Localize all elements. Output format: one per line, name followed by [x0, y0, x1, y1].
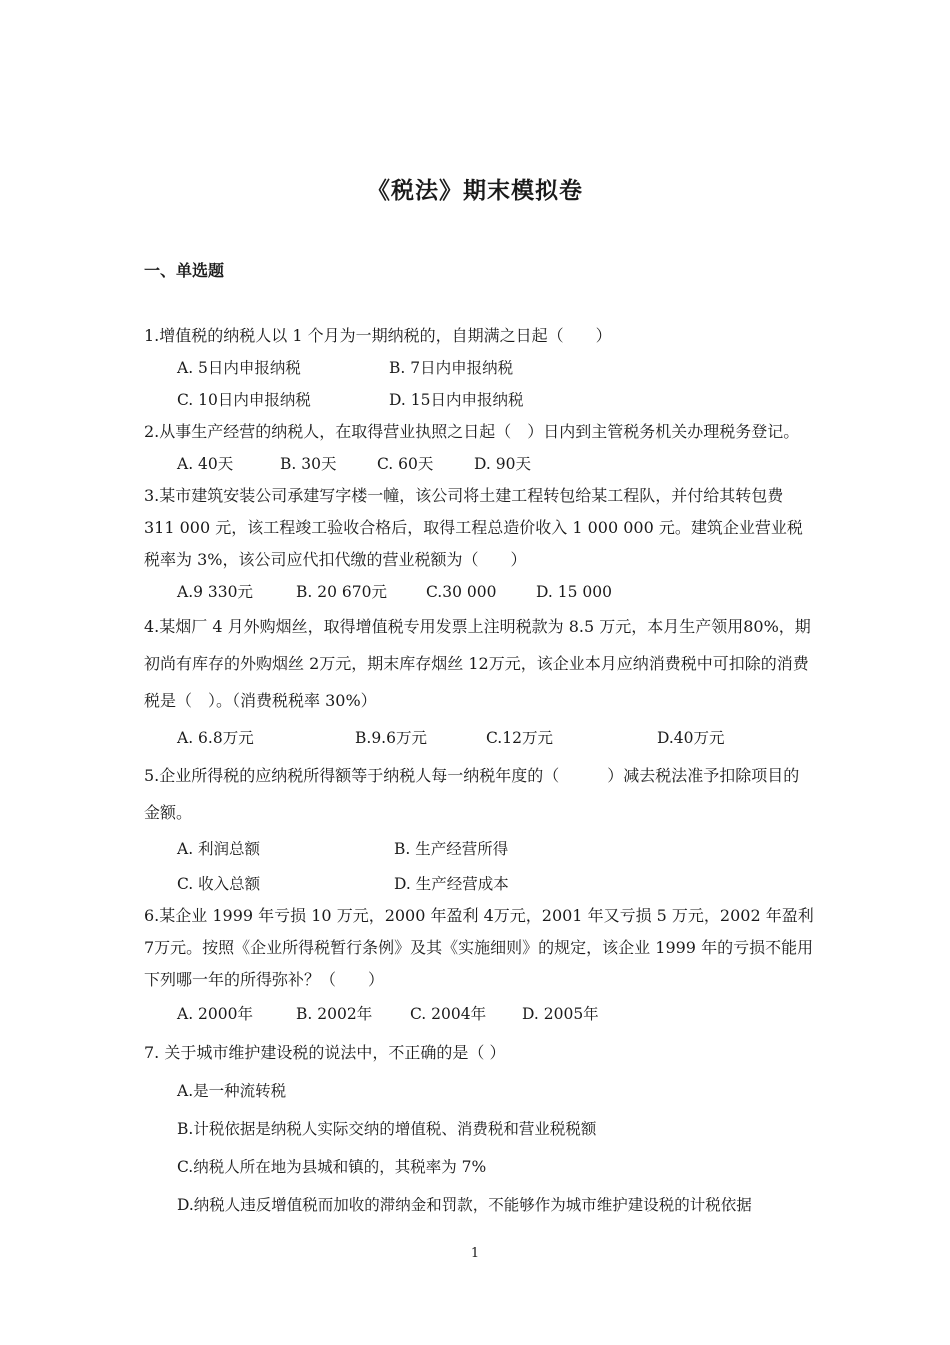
option-b: B. 生产经营所得: [394, 840, 509, 858]
question-stem: 6.某企业 1999 年亏损 10 万元，2000 年盈利 4万元，2001 年又亏损 5 万元，2002 年盈利 7万元。按照《企业所得税暂行条例》及其《实施细则》的规定，该企业 1999 年的亏损不能用下列哪一年的所得弥补？（ ）: [144, 906, 819, 989]
question-list: [144, 320, 819, 1224]
option-c: C. 收入总额: [177, 875, 261, 893]
option-d: D. 2005年: [522, 1005, 599, 1023]
option-a: A. 40天: [177, 455, 234, 473]
question-7: [144, 1034, 814, 1224]
question-3: [144, 480, 814, 608]
option-d: D.40万元: [657, 729, 725, 747]
question-stem: 5.企业所得税的应纳税所得额等于纳税人每一纳税年度的（ ）减去税法准予扣除项目的金额。: [144, 766, 800, 822]
question-5: [144, 757, 814, 900]
option-b: B. 30天: [280, 455, 337, 473]
option-a: A.9 330元: [177, 583, 253, 601]
option-c: C. 60天: [377, 455, 434, 473]
option-c: C. 2004年: [410, 1005, 487, 1023]
option-a: A. 6.8万元: [177, 729, 254, 747]
option-d: D. 生产经营成本: [394, 875, 509, 893]
option-b: B. 2002年: [296, 1005, 373, 1023]
option-row: [144, 576, 814, 608]
option-row: [144, 719, 814, 757]
question-stem: 1.增值税的纳税人以 1 个月为一期纳税的，自期满之日起（ ）: [144, 326, 612, 345]
option-row: [144, 448, 814, 480]
option-d: D. 15 000: [536, 583, 612, 601]
option-a: A. 5日内申报纳税: [177, 359, 301, 377]
page-number: 1: [470, 1246, 480, 1261]
option-row: [144, 831, 814, 868]
question-1: [144, 320, 814, 416]
option-d: D.纳税人违反增值税而加收的滞纳金和罚款，不能够作为城市维护建设税的计税依据: [177, 1196, 752, 1214]
option-a: A. 利润总额: [177, 840, 261, 858]
option-d: D. 15日内申报纳税: [389, 391, 524, 409]
question-2: [144, 416, 814, 480]
option-a: A. 2000年: [177, 1005, 253, 1023]
option-row: [144, 352, 814, 384]
question-6: [144, 900, 819, 1034]
question-stem: 3.某市建筑安装公司承建写字楼一幢，该公司将土建工程转包给某工程队，并付给其转包费 311 000 元，该工程竣工验收合格后，取得工程总造价收入 1 000 000 元。建筑企业营业税税率为 3%，该公司应代扣代缴的营业税额为（ ）: [144, 486, 803, 569]
option-b: B.9.6万元: [355, 729, 427, 747]
question-4: [144, 608, 814, 757]
option-c: C. 10日内申报纳税: [177, 391, 311, 409]
option-c: C.30 000: [426, 583, 497, 601]
option-a: A.是一种流转税: [177, 1082, 287, 1100]
section-heading: 一、单选题: [144, 261, 225, 280]
question-stem: 2.从事生产经营的纳税人，在取得营业执照之日起（ ）日内到主管税务机关办理税务登记。: [144, 422, 800, 441]
option-b: B. 7日内申报纳税: [389, 359, 514, 377]
option-b: B. 20 670元: [296, 583, 387, 601]
document-title: 《税法》期末模拟卷: [367, 177, 583, 204]
question-stem: 4.某烟厂 4 月外购烟丝，取得增值税专用发票上注明税款为 8.5 万元，本月生产领用80%，期初尚有库存的外购烟丝 2万元，期末库存烟丝 12万元，该企业本月应纳消费税中可扣除的消费税是（ ）。（消费税税率 30%）: [144, 617, 811, 710]
option-b: B.计税依据是纳税人实际交纳的增值税、消费税和营业税税额: [177, 1120, 597, 1138]
option-row: [144, 384, 814, 416]
option-row: [144, 868, 814, 900]
option-d: D. 90天: [474, 455, 531, 473]
option-row: [144, 996, 814, 1034]
question-stem: 7. 关于城市维护建设税的说法中，不正确的是（ ）: [144, 1043, 506, 1062]
option-c: C.纳税人所在地为县城和镇的，其税率为 7%: [177, 1158, 487, 1176]
option-c: C.12万元: [486, 729, 553, 747]
